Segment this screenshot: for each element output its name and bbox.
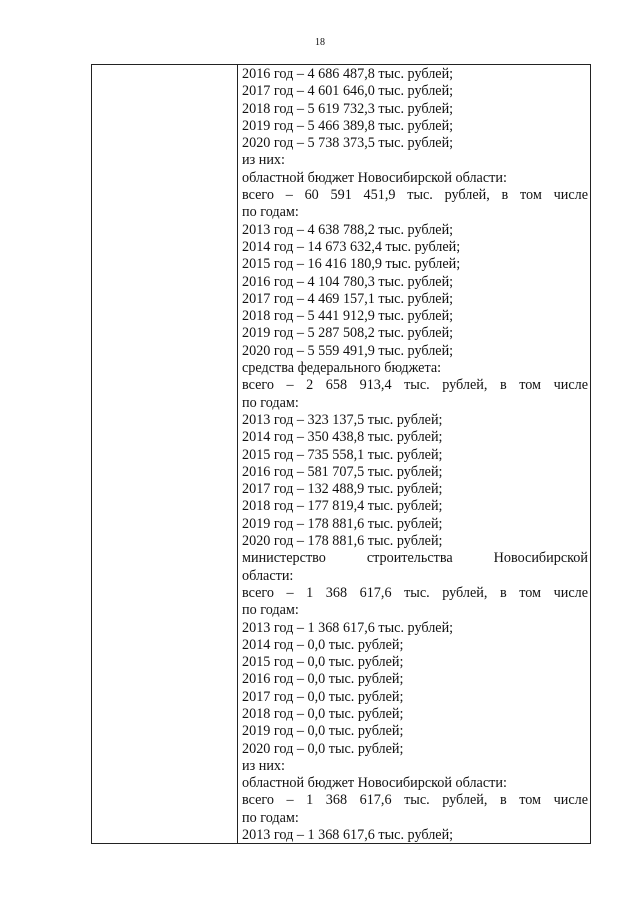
funding-table bbox=[91, 64, 591, 844]
text-line: 2015 год – 735 558,1 тыс. рублей; bbox=[242, 446, 443, 463]
text-line: 2018 год – 0,0 тыс. рублей; bbox=[242, 705, 404, 722]
text-line: 2020 год – 5 559 491,9 тыс. рублей; bbox=[242, 342, 454, 359]
text-line: 2019 год – 0,0 тыс. рублей; bbox=[242, 723, 404, 740]
text-line: по годам: bbox=[242, 204, 299, 221]
text-line: 2017 год – 0,0 тыс. рублей; bbox=[242, 688, 404, 705]
text-line: 2017 год – 4 601 646,0 тыс. рублей; bbox=[242, 83, 454, 100]
text-line: всего – 2 658 913,4 тыс. рублей, в том числе bbox=[242, 377, 588, 394]
text-line: по годам: bbox=[242, 809, 299, 826]
text-line: 2019 год – 5 466 389,8 тыс. рублей; bbox=[242, 117, 454, 134]
text-line: 2019 год – 5 287 508,2 тыс. рублей; bbox=[242, 325, 454, 342]
text-line: областной бюджет Новосибирской области: bbox=[242, 775, 507, 792]
text-line: 2014 год – 0,0 тыс. рублей; bbox=[242, 636, 404, 653]
text-line: 2013 год – 323 137,5 тыс. рублей; bbox=[242, 411, 443, 428]
text-line: 2014 год – 14 673 632,4 тыс. рублей; bbox=[242, 238, 461, 255]
text-line: всего – 60 591 451,9 тыс. рублей, в том числе bbox=[242, 187, 588, 204]
text-line: 2013 год – 1 368 617,6 тыс. рублей; bbox=[242, 619, 454, 636]
text-line: 2013 год – 1 368 617,6 тыс. рублей; bbox=[242, 827, 454, 844]
text-line: областной бюджет Новосибирской области: bbox=[242, 169, 507, 186]
text-line: 2014 год – 350 438,8 тыс. рублей; bbox=[242, 429, 443, 446]
page-number: 18 bbox=[315, 37, 325, 48]
text-line: из них: bbox=[242, 152, 285, 169]
text-line: 2020 год – 0,0 тыс. рублей; bbox=[242, 740, 404, 757]
text-line: из них: bbox=[242, 757, 285, 774]
text-line: 2018 год – 5 441 912,9 тыс. рублей; bbox=[242, 308, 454, 325]
text-line: по годам: bbox=[242, 394, 299, 411]
text-line: 2017 год – 132 488,9 тыс. рублей; bbox=[242, 481, 443, 498]
text-line: 2018 год – 177 819,4 тыс. рублей; bbox=[242, 498, 443, 515]
text-line: всего – 1 368 617,6 тыс. рублей, в том числе bbox=[242, 584, 588, 601]
text-line: по годам: bbox=[242, 602, 299, 619]
table-left-cell bbox=[92, 65, 237, 843]
text-line: 2016 год – 0,0 тыс. рублей; bbox=[242, 671, 404, 688]
text-line: 2016 год – 581 707,5 тыс. рублей; bbox=[242, 463, 443, 480]
text-line: 2020 год – 5 738 373,5 тыс. рублей; bbox=[242, 135, 454, 152]
text-line: 2020 год – 178 881,6 тыс. рублей; bbox=[242, 533, 443, 550]
text-line: средства федерального бюджета: bbox=[242, 360, 442, 377]
text-line: области: bbox=[242, 567, 294, 584]
column-divider bbox=[237, 65, 238, 843]
text-line: 2013 год – 4 638 788,2 тыс. рублей; bbox=[242, 221, 454, 238]
text-line: министерство строительства Новосибирской bbox=[242, 550, 588, 567]
text-line: 2018 год – 5 619 732,3 тыс. рублей; bbox=[242, 100, 454, 117]
text-line: 2015 год – 0,0 тыс. рублей; bbox=[242, 654, 404, 671]
text-line: 2015 год – 16 416 180,9 тыс. рублей; bbox=[242, 256, 461, 273]
text-line: 2016 год – 4 104 780,3 тыс. рублей; bbox=[242, 273, 454, 290]
text-line: 2019 год – 178 881,6 тыс. рублей; bbox=[242, 515, 443, 532]
table-right-cell bbox=[242, 66, 588, 844]
text-line: 2017 год – 4 469 157,1 тыс. рублей; bbox=[242, 290, 454, 307]
text-line: 2016 год – 4 686 487,8 тыс. рублей; bbox=[242, 66, 454, 82]
text-line: всего – 1 368 617,6 тыс. рублей, в том числе bbox=[242, 792, 588, 809]
